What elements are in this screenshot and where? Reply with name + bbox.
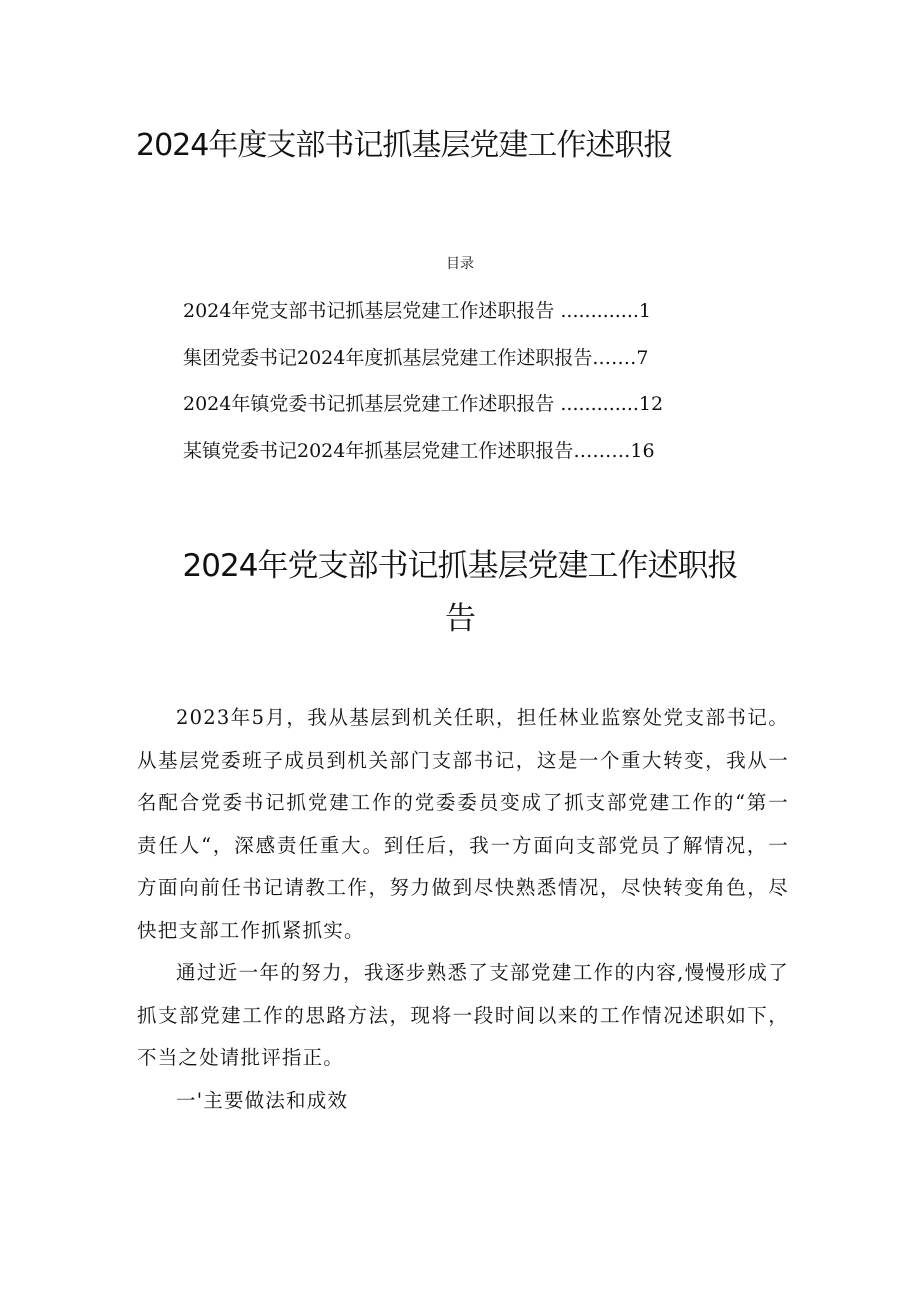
- body-paragraph: 2023年5月，我从基层到机关任职，担任林业监察处党支部书记。从基层党委班子成员到机关部门支部书记，这是一个重大转变，我从一名配合党委书记抓党建工作的党委委员变成了抓支部党建工作的“第一责任人“，深感责任重大。到任后，我一方面向支部党员了解情况，一方面向前任书记请教工作，努力做到尽快熟悉情况，尽快转变角色，尽快把支部工作抓紧抓实。: [137, 706, 789, 942]
- toc-item[interactable]: [183, 385, 663, 432]
- table-of-contents: [183, 292, 663, 478]
- document-title: 2024年度支部书记抓基层党建工作述职报: [136, 128, 673, 163]
- section-title-line-2: 告: [445, 601, 475, 637]
- section-body: [137, 697, 789, 1122]
- toc-item-text: 2024年党支部书记抓基层党建工作述职报告 .............1: [183, 300, 651, 322]
- toc-item-text: 2024年镇党委书记抓基层党建工作述职报告 .............12: [183, 393, 664, 415]
- toc-item-text: 某镇党委书记2024年抓基层党建工作述职报告………16: [183, 439, 655, 462]
- toc-item[interactable]: [183, 339, 663, 386]
- toc-item-text: 集团党委书记2024年度抓基层党建工作述职报告.……7: [183, 346, 649, 369]
- section-title: [0, 540, 920, 646]
- body-paragraph: 通过近一年的努力，我逐步熟悉了支部党建工作的内容,慢慢形成了抓支部党建工作的思路方法，现将一段时间以来的工作情况述职如下，不当之处请批评指正。: [137, 961, 789, 1069]
- toc-item[interactable]: [183, 432, 663, 479]
- sub-heading: 一'主要做法和成效: [176, 1088, 349, 1112]
- section-title-line-1: 2024年党支部书记抓基层党建工作述职报: [182, 548, 738, 584]
- toc-item[interactable]: [183, 292, 663, 339]
- toc-heading: 目录: [446, 256, 474, 272]
